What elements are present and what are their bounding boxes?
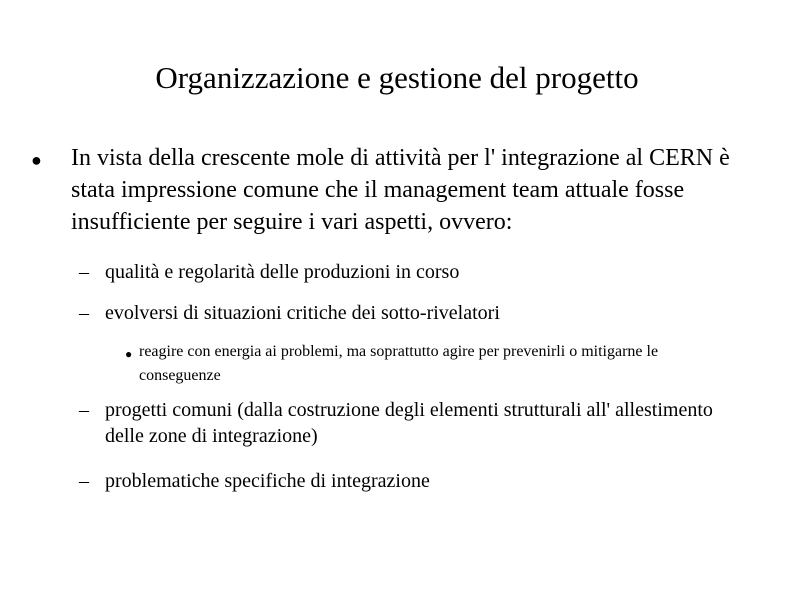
bullet-icon: ● — [31, 150, 42, 170]
sub-point-text: evolversi di situazioni critiche dei sotto-rivelatori — [105, 302, 500, 324]
main-point-text: In vista della crescente mole di attività per l' integrazione al CERN è stata impressione comune che il management team attuale fosse insufficiente per seguire i vari aspetti, ovvero: — [71, 145, 730, 235]
sub-point-text: problematiche specifiche di integrazione — [105, 470, 430, 492]
dash-icon: – — [79, 302, 89, 324]
small-bullet-icon: ● — [125, 347, 133, 361]
sub-point-text: progetti comuni (dalla costruzione degli elementi strutturali all' allestimento delle zone di integrazione) — [105, 399, 713, 447]
dash-icon: – — [79, 399, 89, 421]
dash-icon: – — [79, 470, 89, 492]
slide-title: Organizzazione e gestione del progetto — [155, 60, 639, 95]
sub-sub-point-text: reagire con energia ai problemi, ma soprattutto agire per prevenirli o mitigarne le conseguenze — [139, 343, 659, 384]
sub-point-text: qualità e regolarità delle produzioni in corso — [105, 261, 460, 283]
dash-icon: – — [79, 261, 89, 283]
